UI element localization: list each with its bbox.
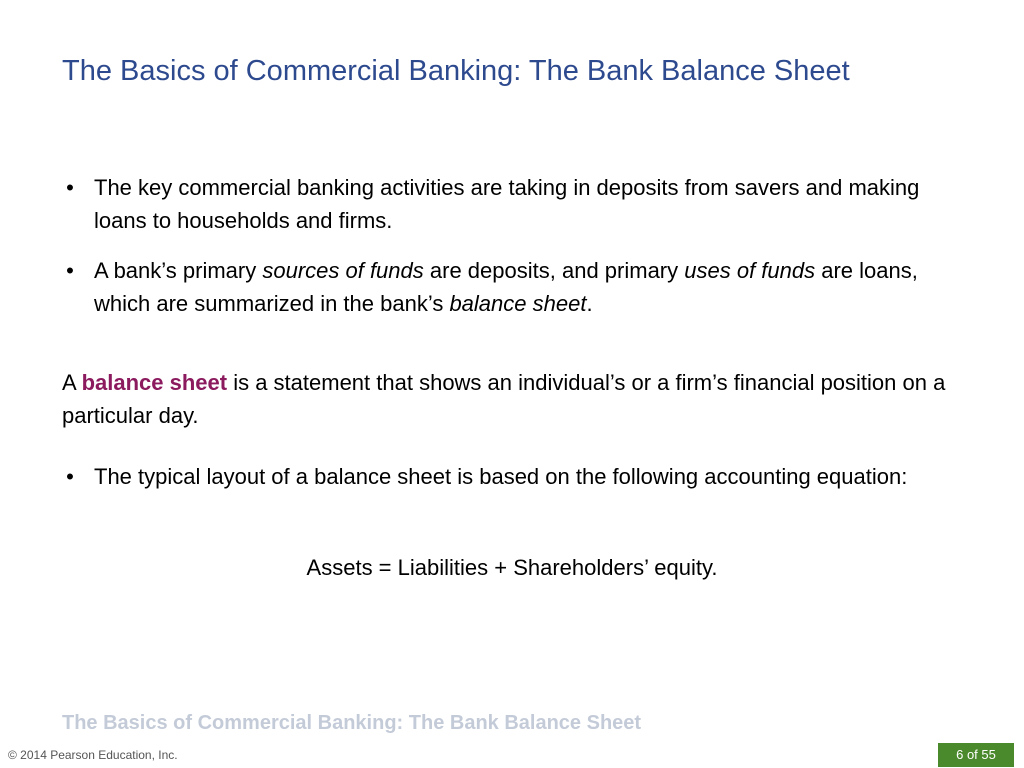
bullet-text-part: . — [586, 291, 593, 316]
accounting-equation: Assets = Liabilities + Shareholders’ equity. — [306, 555, 718, 580]
bullet-text-part: A bank’s primary — [94, 258, 263, 283]
balance-sheet-definition — [62, 366, 962, 432]
bullet-item-activities — [60, 171, 950, 237]
bullet-text-part: are deposits, and primary — [423, 258, 685, 283]
bullet-marker: • — [66, 175, 74, 200]
bullet-text-part: are loans, which are summarized in the bank’s — [94, 258, 918, 316]
bullet-item-layout — [60, 460, 950, 493]
definition-prefix: A — [62, 370, 82, 395]
bullet-marker: • — [66, 464, 74, 489]
copyright-notice: © 2014 Pearson Education, Inc. — [8, 748, 178, 762]
bullet-marker: • — [66, 258, 74, 283]
slide-title: The Basics of Commercial Banking: The Bank Balance Sheet — [62, 55, 850, 87]
bullet-text: The typical layout of a balance sheet is based on the following accounting equation: — [94, 464, 908, 489]
emphasis-uses-of-funds: uses of funds — [684, 258, 816, 283]
definition-text: is a statement that shows an individual’s or a firm’s financial position on a particular day. — [62, 370, 946, 428]
bullet-text: The key commercial banking activities are taking in deposits from savers and making loans to households and firms. — [94, 175, 920, 233]
footer-title: The Basics of Commercial Banking: The Bank Balance Sheet — [62, 712, 642, 734]
bullet-item-funds — [60, 254, 950, 320]
definition-term: balance sheet — [81, 370, 228, 395]
emphasis-sources-of-funds: sources of funds — [262, 258, 424, 283]
page-number-badge: 6 of 55 — [938, 743, 1014, 767]
emphasis-balance-sheet: balance sheet — [449, 291, 587, 316]
